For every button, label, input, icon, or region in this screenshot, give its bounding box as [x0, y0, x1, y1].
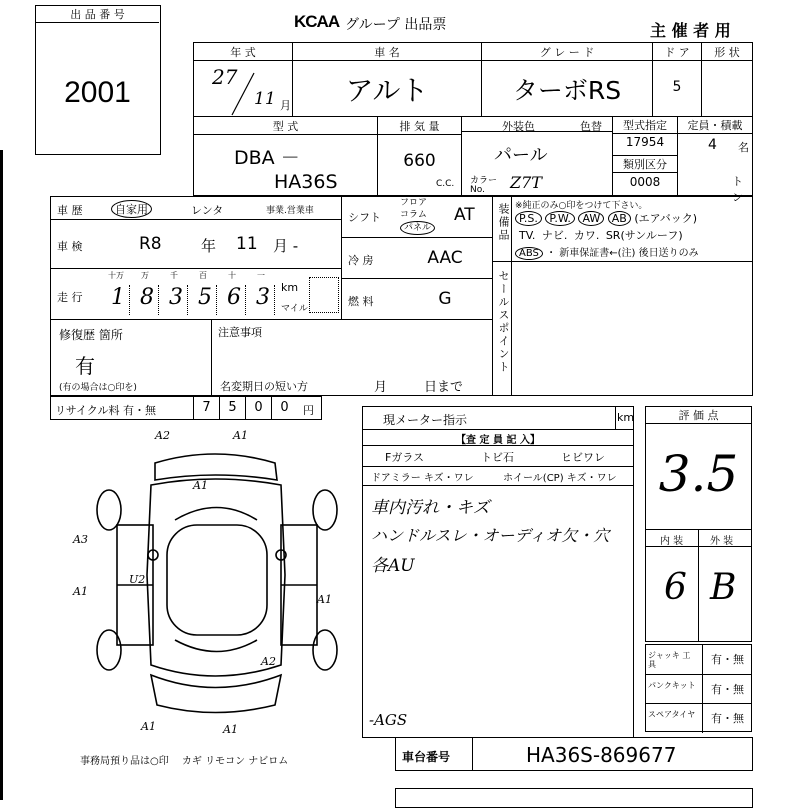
mileage-digit-4: 6: [223, 285, 246, 315]
chassis-value: HA36S-869677: [526, 743, 677, 767]
accessory-row: [646, 645, 751, 674]
exterior-grade: B: [710, 567, 737, 608]
sales-point-box: [492, 261, 753, 396]
chassis-row: [395, 737, 753, 771]
inspector-title: 【査 定 員 記 入】: [456, 435, 540, 446]
organizer-label: 主 催 者 用: [650, 21, 731, 40]
mileage-digit-2: 3: [165, 285, 188, 315]
type-spec-label: 型式指定: [613, 117, 677, 134]
navi-option: ナビ.: [541, 229, 568, 242]
check-row-2: [363, 465, 633, 486]
year-slash: [194, 43, 294, 118]
history-option-business: 事業.営業車: [266, 206, 314, 216]
mileage-unit-5: 一: [257, 271, 265, 280]
sales-point-label: セールスポイント: [497, 270, 510, 374]
lot-number-box: [35, 5, 161, 155]
shift-value: AT: [454, 205, 475, 225]
office-note: 事務局預り品は○印: [80, 756, 169, 767]
inspection-era: R8: [139, 234, 162, 254]
recycle-digit-1: 5: [219, 397, 245, 419]
car-name: アルト: [345, 74, 429, 107]
mileage-digit-3: 5: [194, 285, 217, 315]
meter-divider: [615, 407, 616, 429]
color-no-label: カラーNo.: [470, 176, 498, 195]
fuel-row: [341, 278, 493, 320]
check-row-1: [363, 445, 633, 467]
front-bumper-shape: [155, 454, 277, 480]
recycle-digit-3: 0: [271, 397, 297, 419]
warranty-note: ・ 新車保証書←(注) 後日送りのみ: [546, 248, 699, 259]
brand-logo: KCAA: [294, 12, 340, 31]
color-no-value: Z7T: [510, 173, 542, 192]
damage-mark-5: A1: [73, 585, 88, 598]
comment-1: 車内汚れ・キズ: [371, 498, 490, 518]
office-items: カギ リモコン ナビロム: [181, 756, 289, 767]
damage-mark-7: A1: [317, 593, 332, 606]
damage-mark-2: A1: [233, 429, 248, 442]
lot-number: 2001: [64, 76, 131, 109]
chassis-divider: [472, 738, 473, 770]
equipment-box: [492, 196, 753, 262]
damage-mark-10: A1: [223, 723, 238, 736]
sales-point-divider: [511, 262, 512, 395]
abs-option: ABS: [515, 247, 543, 260]
grade-label: グ レ ー ド: [482, 44, 652, 61]
rear-bumper-shape: [151, 675, 281, 713]
model-code: HA36S: [274, 171, 338, 193]
color-divider: [462, 131, 612, 132]
left-front-wheel-shape: [97, 490, 121, 530]
crack-label: ヒビワレ: [561, 451, 605, 464]
history-row: [50, 196, 342, 220]
mileage-row: [50, 268, 342, 320]
displacement-value: 660: [403, 151, 436, 171]
accessory-value[interactable]: 有・無: [702, 704, 752, 733]
accessory-row: [646, 674, 751, 704]
shift-row: [341, 196, 493, 238]
accessory-value[interactable]: 有・無: [702, 645, 752, 674]
meter-label: 現メーター指示: [383, 413, 468, 427]
rear-window-shape: [175, 640, 257, 652]
comment-2: ハンドルスレ・オーディオ欠・穴: [371, 526, 610, 545]
notes-short-label: 名変期日の短い方: [220, 380, 308, 393]
car-damage-diagram: [73, 425, 355, 745]
inspection-row: [50, 219, 342, 269]
displacement-cell: [377, 116, 462, 196]
mileage-unit-4: 十: [228, 271, 236, 280]
accessory-label: スペアタイヤ: [648, 710, 696, 719]
grade-value: ターボRS: [512, 76, 622, 105]
month-unit: 月: [280, 99, 291, 112]
category-label: 類別区分: [613, 155, 677, 173]
inspection-label: 車 検: [57, 240, 83, 253]
model-prefix: DBA －: [234, 147, 300, 169]
right-front-wheel-shape: [313, 490, 337, 530]
ab-option: AB: [608, 211, 631, 226]
aw-option: AW: [578, 211, 604, 226]
ac-row: [341, 237, 493, 279]
shift-floor: フロア: [400, 198, 428, 208]
inspection-month-unit: 月 -: [273, 237, 299, 255]
equipment-row1: [515, 210, 697, 226]
shift-column: コラム: [400, 210, 427, 220]
model-cell: [193, 116, 378, 196]
model-label: 型 式: [194, 118, 377, 135]
notes-label: 注意事項: [218, 326, 262, 339]
damage-mark-6: U2: [129, 573, 146, 586]
damage-mark-4: A3: [73, 533, 88, 546]
damage-mark-1: A2: [155, 429, 170, 442]
accessory-label: パンクキット: [648, 681, 696, 690]
windshield-shape: [175, 508, 257, 521]
equipment-row2: [519, 227, 683, 243]
leather-option: カワ.: [573, 229, 600, 242]
capacity-label: 定員・積載: [678, 117, 752, 134]
cc-unit: C.C.: [436, 179, 455, 189]
capacity-value: 4: [708, 137, 717, 153]
chassis-label: 車台番号: [402, 750, 451, 764]
month-value: 11: [254, 89, 276, 109]
accessories-box: [645, 644, 752, 732]
year-cell: [193, 42, 293, 117]
ac-value: AAC: [427, 248, 463, 268]
inspector-box: [362, 406, 634, 738]
interior-label: 内 装: [660, 536, 684, 547]
km-unit: km: [281, 281, 299, 294]
comment-3: 各AU: [371, 556, 415, 576]
damage-mark-8: A2: [261, 655, 276, 668]
tonnage-unit: トン: [732, 175, 743, 204]
meter-unit: km: [617, 411, 635, 424]
equipment-note: ※純正のみ○印をつけて下さい。: [515, 201, 648, 211]
recycle-label: リサイクル料 有・無: [55, 404, 156, 417]
color-value: パール: [494, 145, 548, 166]
history-option-private: 自家用: [111, 200, 152, 218]
history-label: 車 歴: [57, 204, 83, 217]
damage-mark-3: A1: [193, 479, 208, 492]
roof-shape: [167, 525, 267, 635]
grade-label-title: 評 価 点: [646, 407, 751, 424]
ab-note: (エアバック): [634, 212, 698, 225]
shape-cell: [701, 42, 753, 117]
accessory-label: ジャッキ 工具: [648, 651, 691, 669]
equipment-divider: [511, 197, 512, 261]
exterior-label: 外 装: [710, 536, 734, 547]
lot-number-label: 出 品 番 号: [36, 6, 159, 23]
fuel-value: G: [438, 289, 452, 309]
pw-option: P.W.: [545, 211, 575, 226]
shift-positions: [400, 197, 440, 235]
damage-mark-9: A1: [141, 720, 156, 733]
sheet-title: グループ 出品票: [345, 17, 447, 33]
fuel-label: 燃 料: [348, 295, 374, 308]
left-rear-wheel-shape: [97, 630, 121, 670]
mileage-digit-0: 1: [107, 285, 130, 315]
exterior-label: 外装色: [502, 120, 535, 133]
equipment-label: 装備品: [497, 203, 510, 242]
history-option-rental: レンタ: [191, 204, 224, 217]
right-rear-wheel-shape: [313, 630, 337, 670]
type-spec-value: 17954: [625, 135, 665, 149]
shift-label: シフト: [348, 211, 381, 224]
ac-label: 冷 房: [348, 254, 374, 267]
repair-note: (有の場合は○印を): [59, 383, 137, 393]
grade-score: 3.5: [658, 445, 739, 503]
mile-checkbox[interactable]: [309, 277, 339, 313]
repair-value: 有: [75, 354, 95, 378]
mileage-unit-1: 万: [141, 271, 149, 280]
mileage-label: 走 行: [57, 291, 83, 304]
sunroof-option: SR(サンルーフ): [605, 229, 683, 242]
capacity-unit: 名: [738, 141, 749, 154]
notes-month: 月: [374, 380, 388, 395]
year-value: 27: [212, 65, 238, 89]
repaint-label: 色替: [580, 120, 602, 133]
equipment-row3: [515, 244, 699, 259]
interior-grade: 6: [664, 567, 687, 608]
notes-day: 日まで: [424, 380, 464, 395]
name-label: 車 名: [293, 44, 481, 61]
inspection-year-unit: 年: [201, 237, 217, 255]
color-cell: [461, 116, 613, 196]
meter-row: [363, 407, 633, 430]
doors-label: ド ア: [653, 44, 701, 61]
recycle-digit-0: 7: [193, 397, 219, 419]
year-label: 年 式: [194, 44, 292, 61]
mirror-label: ドアミラー キズ・ワレ: [371, 473, 474, 484]
displacement-label: 排 気 量: [378, 118, 461, 135]
mileage-unit-3: 百: [199, 271, 207, 280]
shift-panel: パネル: [400, 221, 435, 235]
bottom-table-edge: [395, 788, 753, 808]
ps-option: P.S.: [515, 211, 542, 226]
wheel-label: ホイール(CP) キズ・ワレ: [503, 473, 617, 484]
recycle-digit-2: 0: [245, 397, 271, 419]
shape-label: 形 状: [702, 44, 752, 61]
tv-option: TV.: [519, 229, 536, 242]
doors-value: 5: [672, 79, 682, 95]
grade-box: [645, 406, 752, 642]
inspector-signature: -AGS: [369, 711, 408, 729]
mile-unit: マイル: [281, 304, 308, 314]
capacity-cell: [677, 116, 753, 204]
scan-edge-line: [0, 150, 3, 800]
grade-divider: [698, 529, 699, 641]
type-spec-cell: [612, 116, 678, 196]
category-value: 0008: [629, 175, 661, 189]
front-glass-label: Fガラス: [385, 451, 424, 464]
accessory-row: [646, 703, 751, 733]
mileage-unit-0: 十万: [108, 271, 124, 280]
chip-label: トビ石: [481, 451, 514, 464]
name-cell: [292, 42, 482, 117]
mileage-digit-5: 3: [252, 285, 275, 315]
repair-label: 修復歴 箇所: [59, 328, 123, 342]
notes-box: [211, 319, 493, 396]
grade-cell: [481, 42, 653, 117]
repair-box: [50, 319, 212, 396]
doors-cell: [652, 42, 702, 117]
recycle-unit: 円: [303, 404, 314, 417]
accessory-value[interactable]: 有・無: [702, 675, 752, 704]
mileage-digit-1: 8: [136, 285, 159, 315]
inspection-month: 11: [236, 234, 258, 254]
recycle-row: [50, 396, 322, 420]
footer-note: [80, 752, 288, 767]
mileage-unit-2: 千: [170, 271, 178, 280]
